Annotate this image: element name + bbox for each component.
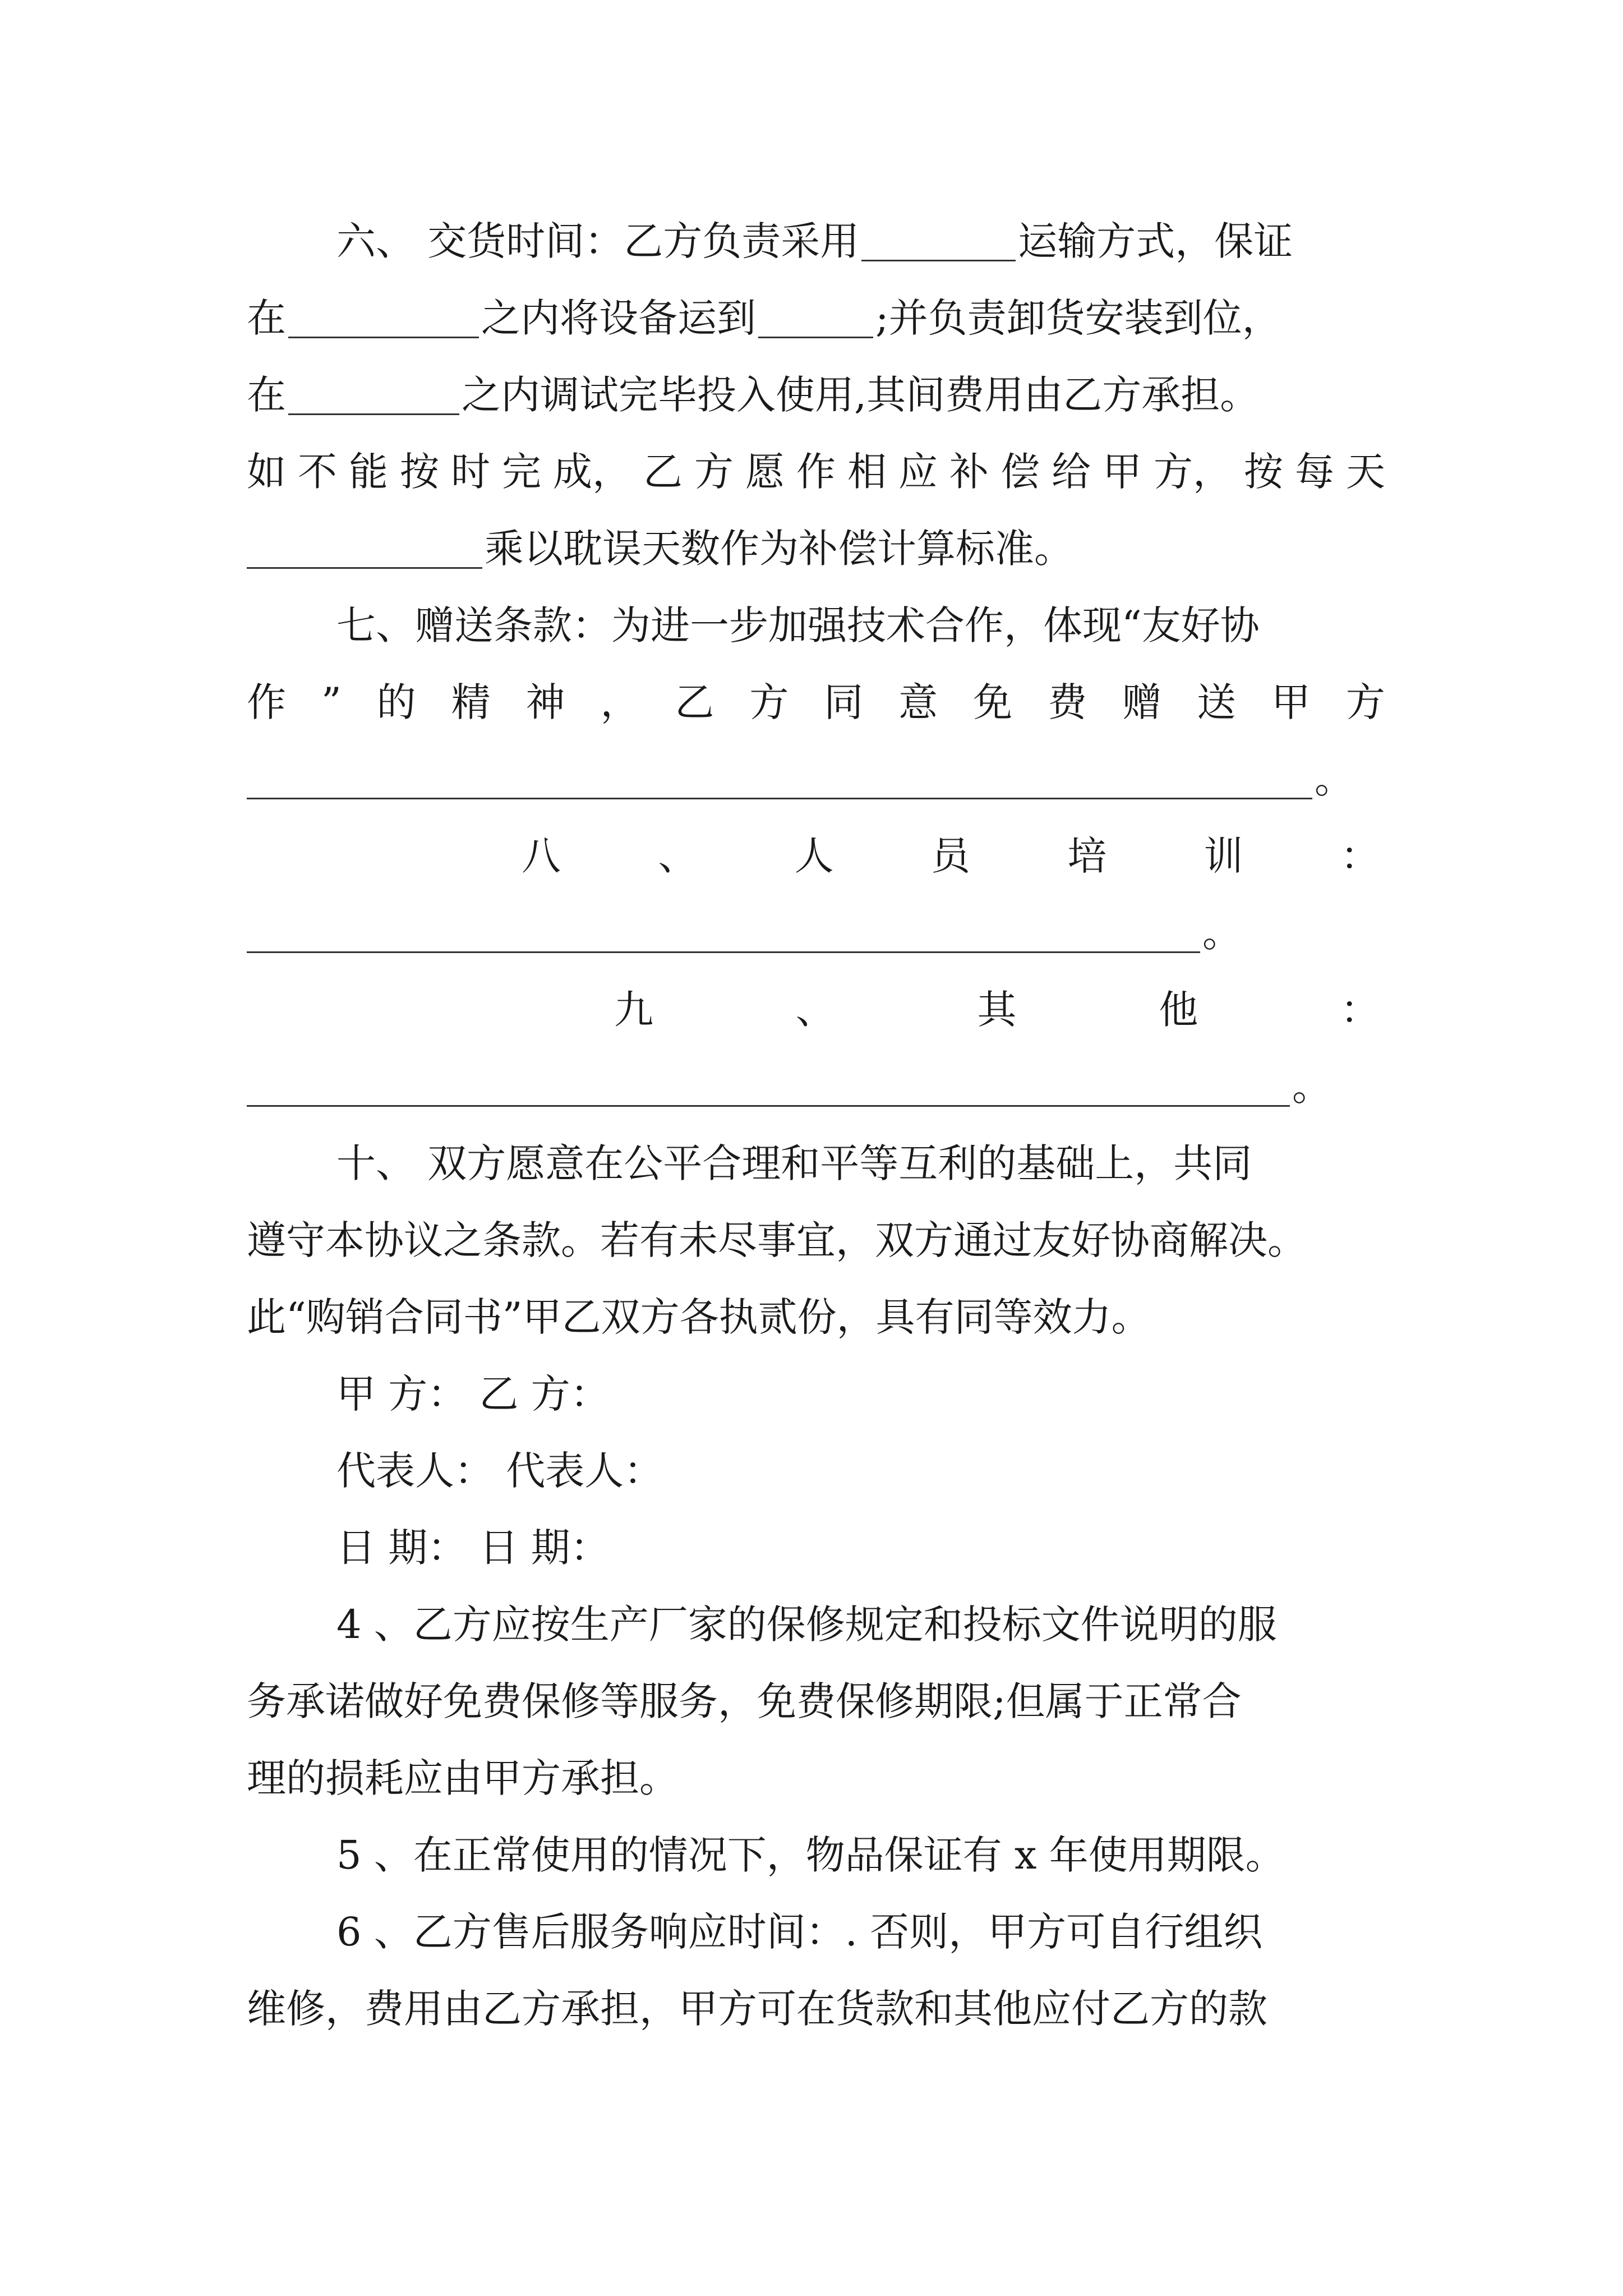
- clause6-text: 在: [247, 295, 286, 341]
- char: 天: [1346, 449, 1385, 495]
- char: 的: [376, 679, 416, 725]
- char: 九: [614, 987, 653, 1033]
- clause7-line3: [247, 751, 1354, 807]
- clause7-line2: [247, 674, 1385, 730]
- clause6-line3: [247, 367, 1259, 423]
- char: 费: [1048, 679, 1087, 725]
- char: 免: [973, 679, 1013, 725]
- blank-other[interactable]: [247, 1067, 1290, 1107]
- clause6-text: 六、 交货时间：乙方负责采用: [336, 218, 860, 264]
- clause6-text: 之内将设备运到: [481, 295, 756, 341]
- char: 方，: [1154, 449, 1232, 495]
- char: 、: [795, 987, 835, 1033]
- item6-line1: 6 、乙方售后服务响应时间：. 否则，甲方可自行组织: [336, 1909, 1263, 1955]
- char: ：: [1340, 833, 1380, 879]
- char: ，: [600, 679, 640, 725]
- char: 意: [898, 679, 938, 725]
- char: 同: [824, 679, 864, 725]
- char: 其: [977, 987, 1017, 1033]
- char: 培: [1067, 833, 1107, 879]
- char: 精: [451, 679, 491, 725]
- item4-line2: 务承诺做好免费保修等服务，免费保修期限;但属于正常合: [247, 1678, 1242, 1724]
- char: 成，: [553, 449, 631, 495]
- char: 、: [658, 833, 698, 879]
- char: 员: [930, 833, 970, 879]
- char: 按: [1244, 449, 1283, 495]
- clause9-heading: [614, 982, 1380, 1038]
- clause10-line3: 此“购销合同书”甲乙双方各执贰份，具有同等效力。: [247, 1294, 1151, 1340]
- clause6-text: 运输方式，保证: [1018, 218, 1293, 264]
- char: 作: [796, 449, 836, 495]
- char: 应: [898, 449, 938, 495]
- char: 不: [298, 449, 337, 495]
- char: 八: [522, 833, 561, 879]
- char: 完: [502, 449, 541, 495]
- clause6-line1: [336, 213, 1293, 269]
- char: 甲: [1103, 449, 1142, 495]
- char: 甲: [1271, 679, 1311, 725]
- item5-line1: 5 、在正常使用的情况下，物品保证有 x 年使用期限。: [336, 1832, 1285, 1878]
- blank-delivery-period[interactable]: [288, 298, 479, 338]
- clause10-line1: 十、 双方愿意在公平合理和平等互利的基础上，共同: [336, 1140, 1252, 1186]
- char: 人: [794, 833, 834, 879]
- char: 方: [694, 449, 734, 495]
- char: 神: [525, 679, 565, 725]
- char: 每: [1295, 449, 1334, 495]
- item6-line2: 维修，费用由乙方承担，甲方可在货款和其他应付乙方的款: [247, 1986, 1267, 2032]
- blank-training[interactable]: [247, 913, 1200, 953]
- char: 方: [1345, 679, 1385, 725]
- clause8-end: 。: [1202, 910, 1242, 956]
- blank-transport-method[interactable]: [861, 222, 1016, 261]
- char: 给: [1052, 449, 1091, 495]
- clause8-heading: [522, 828, 1380, 884]
- clause6-text: 在: [247, 372, 286, 418]
- char: ：: [1340, 987, 1380, 1033]
- char: 赠: [1122, 679, 1162, 725]
- blank-delivery-location[interactable]: [758, 298, 873, 338]
- char: 送: [1196, 679, 1236, 725]
- blank-daily-compensation[interactable]: [247, 529, 482, 569]
- clause6-text: 之内调试完毕投入使用,其间费用由乙方承担。: [462, 372, 1260, 418]
- char: ”: [321, 679, 342, 725]
- char: 相: [847, 449, 887, 495]
- char: 偿: [1000, 449, 1040, 495]
- signature-date: 日 期： 日 期：: [336, 1525, 610, 1571]
- clause10-line2: 遵守本协议之条款。若有未尽事宜，双方通过友好协商解决。: [247, 1217, 1307, 1263]
- item4-line1: 4 、乙方应按生产厂家的保修规定和投标文件说明的服: [336, 1602, 1277, 1648]
- blank-commissioning-period[interactable]: [288, 375, 459, 415]
- char: 作: [247, 679, 286, 725]
- clause7-end: 。: [1315, 756, 1354, 802]
- char: 他: [1159, 987, 1198, 1033]
- clause8-line2: [247, 905, 1242, 961]
- signature-party: 甲 方： 乙 方：: [336, 1371, 610, 1417]
- clause6-line4: [247, 444, 1385, 500]
- char: 时: [451, 449, 490, 495]
- item4-line3: 理的损耗应由甲方承担。: [247, 1755, 679, 1801]
- clause6-line5: [247, 521, 1073, 577]
- clause9-line2: [247, 1059, 1331, 1115]
- clause6-text: 乘以耽误天数作为补偿计算标准。: [485, 526, 1073, 572]
- blank-gift-items[interactable]: [247, 760, 1312, 799]
- char: 能: [349, 449, 388, 495]
- char: 方: [749, 679, 789, 725]
- clause9-end: 。: [1292, 1064, 1331, 1110]
- clause6-text: ;并负责卸货安装到位，: [875, 295, 1281, 341]
- clause7-line1: 七、赠送条款：为进一步加强技术合作，体现“友好协: [336, 602, 1260, 648]
- char: 乙: [675, 679, 714, 725]
- signature-representative: 代表人： 代表人：: [336, 1448, 663, 1494]
- char: 按: [400, 449, 439, 495]
- char: 训: [1204, 833, 1243, 879]
- char: 补: [949, 449, 989, 495]
- char: 如: [247, 449, 286, 495]
- char: 愿: [745, 449, 785, 495]
- char: 乙: [643, 449, 683, 495]
- clause6-line2: [247, 290, 1281, 346]
